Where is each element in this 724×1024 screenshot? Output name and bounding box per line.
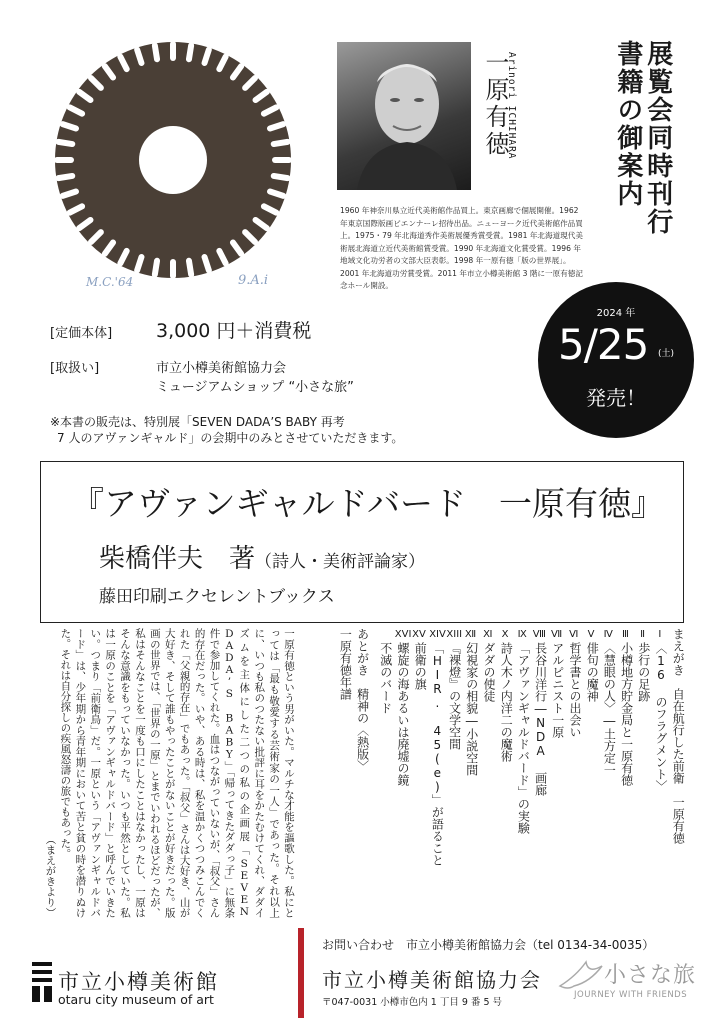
toc-item	[395, 628, 411, 918]
toc-item-number: Ⅲ	[621, 629, 629, 640]
toc-item	[464, 628, 480, 918]
release-date: 5/25	[558, 320, 649, 369]
artist-portrait	[337, 42, 471, 190]
toc-item	[412, 628, 428, 918]
toc-item-number: Ⅰ	[658, 629, 662, 640]
author-name: 柴橋伴夫 著	[99, 544, 256, 574]
distribution-label: [取扱い]	[50, 361, 100, 376]
toc-item-text: ダダの使徒	[481, 642, 496, 702]
toc-item	[481, 628, 497, 918]
preface-signature: （まえがきより）	[44, 834, 57, 918]
gear-center-hole	[139, 126, 207, 194]
toc-item-text: 螺旋の海あるいは廃墟の鏡	[395, 642, 410, 786]
toc-item-text: 「アヴァンギャルドバード」の実験	[516, 642, 531, 834]
association-name: 市立小樽美術館協力会	[322, 968, 542, 992]
toc-item	[584, 628, 600, 918]
toc-item	[515, 628, 531, 918]
sales-note-line-1: ※本書の販売は、特別展「SEVEN DADA’S BABY 再考	[50, 415, 345, 429]
toc-item-number: Ⅻ	[464, 629, 477, 640]
artwork-gear-print	[38, 22, 308, 302]
gear-slot	[170, 259, 176, 279]
toc-item	[550, 628, 566, 918]
headline-line-1: 展覧会同時刊行	[642, 40, 673, 236]
toc-entry-text: あとがき 精神の〈熱版〉	[355, 628, 370, 772]
gear-slot	[54, 157, 74, 163]
toc-item-text: 前衛の旗	[413, 642, 428, 690]
artist-name: 一原有徳	[481, 50, 509, 158]
release-date-badge	[538, 282, 694, 438]
toc-item	[601, 628, 617, 918]
on-sale-label: 発売！	[586, 386, 646, 410]
toc-item-text: 小樽地方貯金局と一原有徳	[619, 642, 634, 786]
toc-item-number	[378, 628, 392, 642]
toc-item-text: 「HIR. 45(e)」が語ること	[430, 642, 445, 866]
preface-excerpt	[20, 628, 296, 918]
shop-name: 小さな旅	[604, 963, 697, 988]
toc-item-number: XIV	[429, 629, 446, 640]
gear-slot	[272, 157, 292, 163]
headline	[612, 40, 672, 300]
toc-item-number: Ⅵ	[569, 629, 579, 640]
toc-item-text: 『裸燈』の文学空間	[447, 642, 462, 750]
toc-item	[446, 628, 462, 918]
toc-item	[378, 628, 394, 918]
toc-entry-text: まえがき 自在航行した前衛 一原有徳	[671, 628, 686, 844]
artist-bio: 1960 年神奈川県立近代美術館作品買上。東京画廊で個展開催。1962 年東京国際版画ビエンナーレ招待出品。ニューヨーク近代美術館作品買上。1975・79 年北海道秀作美術展優秀賞受賞。1981 年北海道現代美術展北海道立近代美術館賞受賞。1990 年北海道文化賞受賞。1996 年地域文化功労者の文部大臣表彰。1998 年一原有徳「版の世界展」。2001 年北海道功労賞受賞。2011 年市立小樽美術館 3 階に一原有徳記念ホール開設。	[340, 206, 583, 291]
toc-item-text: 詩人木ノ内洋二の魔術	[499, 642, 514, 762]
price-label: [定価本体]	[50, 326, 113, 341]
museum-name-english: otaru city museum of art	[58, 992, 214, 1007]
association-address: 〒047-0031 小樽市色内 1 丁目 9 番 5 号	[322, 997, 503, 1008]
toc-item-number: Ⅺ	[483, 629, 493, 640]
toc-item-number: Ⅶ	[550, 629, 563, 640]
toc-item-number: Ⅱ	[640, 629, 646, 640]
toc-item-text: 哲学書との出会い	[567, 642, 582, 738]
toc-item-number: XV	[412, 629, 426, 640]
toc-item-number: Ⅷ	[532, 629, 546, 640]
toc-item-text: 長谷川洋行―NDA 画廊	[533, 642, 548, 796]
toc-item-text: アルピニスト一原	[550, 642, 565, 738]
gear-slot	[170, 41, 176, 61]
headline-line-2: 書籍の御案内	[612, 40, 643, 208]
sales-note-line-2: 7 人のアヴァンギャルド」の会期中のみとさせていただきます。	[57, 431, 404, 445]
toc-item	[636, 628, 652, 918]
artwork-inscription-left: M.C.'64	[86, 275, 134, 289]
toc-item-number: Ⅹ	[501, 629, 509, 640]
price-value: 3,000 円＋消費税	[156, 320, 312, 342]
toc-item	[532, 628, 548, 918]
book-title: 『アヴァンギャルドバード 一原有徳』	[71, 484, 665, 523]
artwork-inscription-right: 9.A.i	[238, 273, 269, 288]
toc-item-text: 〈慧眼の人〉―土方定一	[602, 642, 617, 776]
toc-item-number: XVI	[394, 629, 412, 640]
book-publisher: 藤田印刷エクセレントブックス	[99, 587, 335, 607]
toc-item-text: 俳句の魔神	[585, 642, 600, 702]
toc-item	[498, 628, 514, 918]
preface-text: 一原有徳という男がいた。マルチな才能を謳歌した。私にとっては「最も敬愛する芸術家の一人」であった。それ以上に、いつも私のつたない批評に耳をかたむけてくれ、ダダイズムを主体にした二つの私の企画展「SEVEN DADA’S BABY」「帰ってきたダダっ子」に無条件で参加してくれた。血はつながっていないが、「叔父」さん的存在だった。いや、ある時は、私を温かくつつみこんでくれた「父親的存在」でもあった。「叔父」さんは大好き、山が大好き、そして誰もやったことがないことが好きだった。版画の世界では、「世界の一原」とまでいわれるほどだったが、私はそんなことを一度も口にしたことはなかったし、一原はそんな意識をもっていなかった。いつも平然としていた。私は一原のことを「アヴァンギャルドバード」と呼んでいきたい。つまり「前衛鳥」だ。一原という「アヴァンギャルドバード」は、少年期から青年期において苦と貧の時を潜りぬけた。それは自分探しの疾風怒濤の旅でもあった。	[59, 628, 295, 918]
toc-intro	[670, 628, 686, 918]
toc-item	[618, 628, 634, 918]
toc-chronology	[337, 628, 353, 918]
toc-item-number: Ⅳ	[603, 629, 613, 640]
toc-item	[653, 628, 669, 918]
museum-name: 市立小樽美術館	[58, 970, 219, 994]
book-author	[99, 538, 425, 575]
toc-entry-text: 一原有徳年譜	[338, 628, 353, 700]
toc-afterword	[354, 628, 370, 918]
toc-item-number: XIII	[446, 629, 463, 640]
toc-item	[429, 628, 445, 918]
toc-item-text: 幻視家の相貌―小説空間	[464, 642, 479, 776]
distributor-name: 市立小樽美術館協力会	[156, 361, 287, 376]
shop-name-english: JOURNEY WITH FRIENDS	[574, 990, 688, 1000]
toc-item-text: 不滅のバード	[378, 642, 393, 714]
museum-logo-icon	[32, 962, 52, 1002]
author-role: （詩人・美術評論家）	[255, 552, 426, 572]
toc-item	[567, 628, 583, 918]
contact-info: お問い合わせ 市立小樽美術館協力会（tel 0134-34-0035）	[322, 938, 655, 952]
book-title-box	[40, 461, 684, 623]
toc-item-number: Ⅸ	[517, 629, 527, 640]
artist-romaji: Arinori ICHIHARA	[506, 52, 517, 160]
release-year: 2024 年	[596, 308, 636, 319]
museum-shop-name: ミュージアムショップ “小さな旅”	[156, 380, 354, 395]
toc-item-text: 歩行の足跡	[636, 642, 651, 702]
toc-item-number: Ⅴ	[587, 629, 595, 640]
toc-item-text: 〈16 のフラグメント〉	[653, 642, 668, 792]
release-day-of-week: (土)	[658, 349, 675, 359]
footer-accent-bar	[298, 928, 304, 1018]
